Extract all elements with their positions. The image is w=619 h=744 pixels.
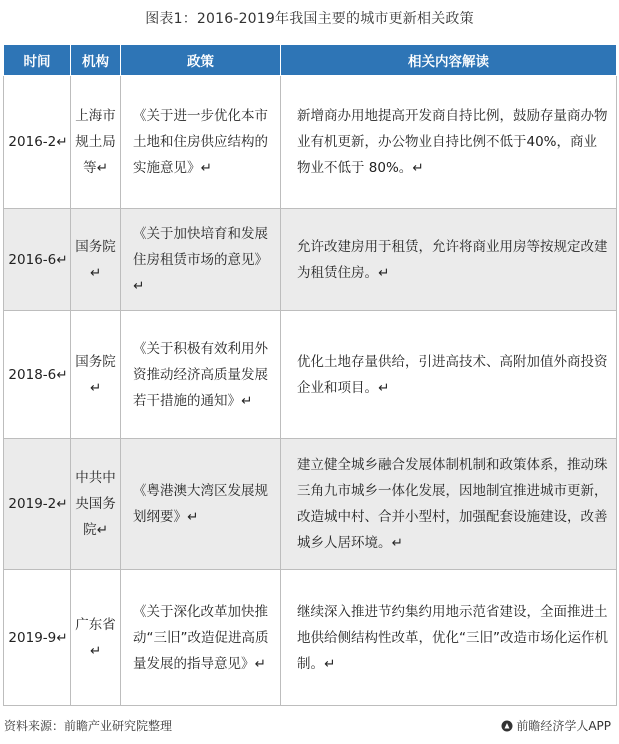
qianzhan-logo-icon xyxy=(501,720,513,732)
policy-table xyxy=(3,44,617,706)
cell-desc: 允许改建房用于租赁，允许将商业用房等按规定改建为租赁住房。↵ xyxy=(281,209,617,311)
cell-time: 2016-6↵ xyxy=(4,209,71,311)
cell-desc: 新增商办用地提高开发商自持比例，鼓励存量商办物业有机更新，办公物业自持比例不低于40%，商业物业不低于 80%。↵ xyxy=(281,76,617,209)
cell-policy: 《关于进一步优化本市土地和住房供应结构的实施意见》↵ xyxy=(121,76,281,209)
cell-desc: 优化土地存量供给，引进高技术、高附加值外商投资企业和项目。↵ xyxy=(281,311,617,439)
cell-policy: 《粤港澳大湾区发展规划纲要》↵ xyxy=(121,439,281,570)
cell-policy: 《关于加快培育和发展住房租赁市场的意见》↵ xyxy=(121,209,281,311)
cell-time: 2018-6↵ xyxy=(4,311,71,439)
column-header-policy: 政策 xyxy=(121,45,281,76)
cell-desc: 建立健全城乡融合发展体制机制和政策体系，推动珠三角九市城乡一体化发展，因地制宜推进城市更新，改造城中村、合并小型村，加强配套设施建设，改善城乡人居环境。↵ xyxy=(281,439,617,570)
table-row xyxy=(4,209,617,311)
cell-time: 2016-2↵ xyxy=(4,76,71,209)
source-note: 资料来源：前瞻产业研究院整理 xyxy=(4,719,173,733)
column-header-desc: 相关内容解读 xyxy=(281,45,617,76)
brand-name: 前瞻经济学人APP xyxy=(516,719,611,733)
table-row xyxy=(4,76,617,209)
cell-time: 2019-9↵ xyxy=(4,570,71,706)
cell-policy: 《关于积极有效利用外资推动经济高质量发展若干措施的通知》↵ xyxy=(121,311,281,439)
table-row xyxy=(4,439,617,570)
cell-org: 国务院↵ xyxy=(71,209,121,311)
column-header-time: 时间 xyxy=(4,45,71,76)
chart-title: 图表1：2016-2019年我国主要的城市更新相关政策 xyxy=(145,11,474,27)
cell-org: 上海市规土局等↵ xyxy=(71,76,121,209)
column-header-org: 机构 xyxy=(71,45,121,76)
cell-desc: 继续深入推进节约集约用地示范省建设，全面推进土地供给侧结构性改革，优化“三旧”改造市场化运作机制。↵ xyxy=(281,570,617,706)
table-row xyxy=(4,570,617,706)
table-row xyxy=(4,311,617,439)
brand-credit xyxy=(501,717,611,734)
cell-time: 2019-2↵ xyxy=(4,439,71,570)
cell-org: 国务院↵ xyxy=(71,311,121,439)
cell-org: 广东省↵ xyxy=(71,570,121,706)
cell-org: 中共中央国务院↵ xyxy=(71,439,121,570)
table-header-row xyxy=(4,45,617,76)
cell-policy: 《关于深化改革加快推动“三旧”改造促进高质量发展的指导意见》↵ xyxy=(121,570,281,706)
